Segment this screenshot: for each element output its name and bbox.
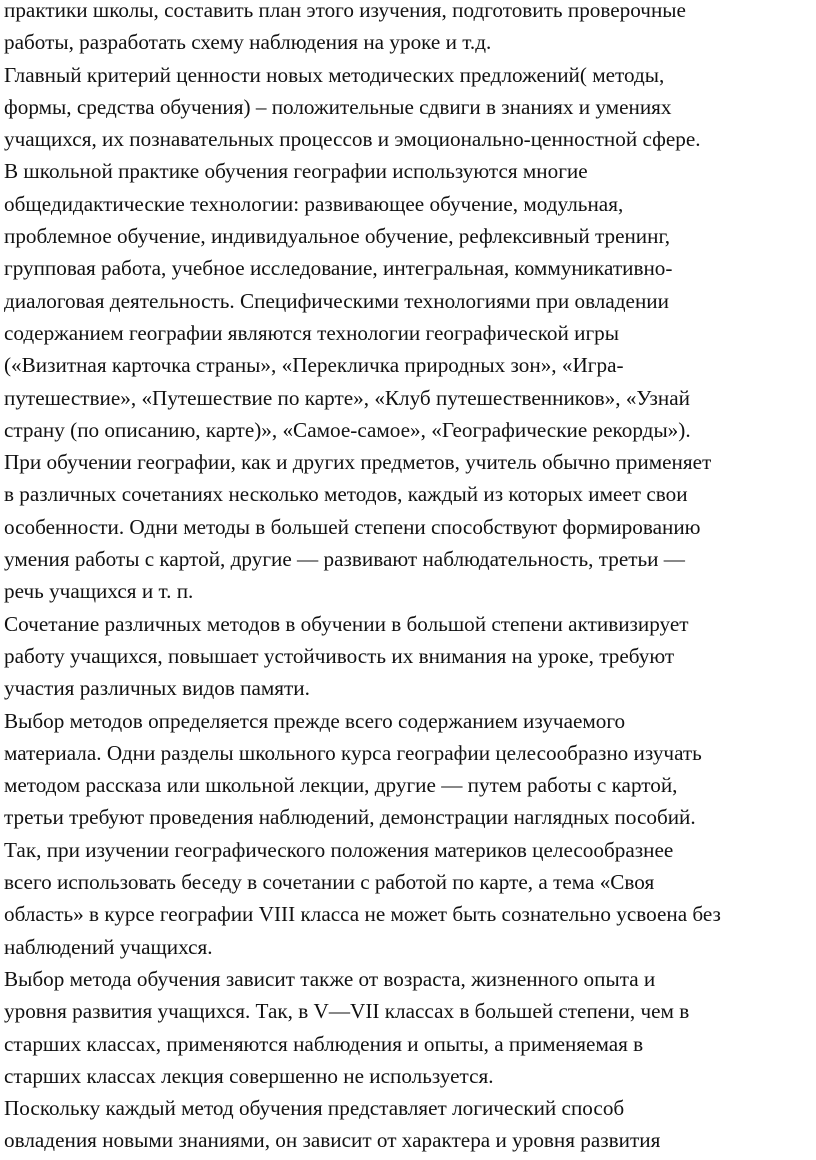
text-line: В школьной практике обучения географии используются многие (4, 159, 588, 184)
text-line: общедидактические технологии: развивающее обучение, модульная, (4, 191, 624, 216)
text-line: участия различных видов памяти. (4, 676, 310, 701)
text-line: речь учащихся и т. п. (4, 579, 194, 604)
text-line: Главный критерий ценности новых методических предложений( методы, (4, 62, 665, 87)
text-line: Сочетание различных методов в обучении в большой степени активизирует (4, 611, 689, 636)
text-line: страну (по описанию, карте)», «Самое-самое», «Географические рекорды»). (4, 417, 691, 442)
text-line: диалоговая деятельность. Специфическими технологиями при овладении (4, 288, 669, 313)
text-line: При обучении географии, как и других предметов, учитель обычно применяет (4, 450, 712, 475)
text-line: путешествие», «Путешествие по карте», «Клуб путешественников», «Узнай (4, 385, 690, 410)
text-line: проблемное обучение, индивидуальное обучение, рефлексивный тренинг, (4, 224, 671, 249)
text-line: групповая работа, учебное исследование, интегральная, коммуникативно- (4, 256, 673, 281)
text-line: («Визитная карточка страны», «Перекличка природных зон», «Игра- (4, 353, 624, 378)
text-line: особенности. Одни методы в большей степени способствуют формированию (4, 514, 701, 539)
text-line: Так, при изучении географического положения материков целесообразнее (4, 837, 674, 862)
text-line: содержанием географии являются технологии географической игры (4, 320, 620, 345)
text-line: учащихся, их познавательных процессов и эмоционально-ценностной сфере. (4, 127, 701, 152)
text-line: практики школы, составить план этого изучения, подготовить проверочные (4, 0, 686, 22)
text-line: работу учащихся, повышает устойчивость их внимания на уроке, требуют (4, 643, 675, 668)
text-line: старших классах, применяются наблюдения и опыты, а применяемая в (4, 1031, 644, 1056)
text-line: Выбор методов определяется прежде всего содержанием изучаемого (4, 708, 626, 733)
text-line: умения работы с картой, другие — развивают наблюдательность, третьи — (4, 547, 685, 572)
text-line: в различных сочетаниях несколько методов, каждый из которых имеет свои (4, 482, 688, 507)
text-line: Выбор метода обучения зависит также от возраста, жизненного опыта и (4, 966, 656, 991)
text-line: третьи требуют проведения наблюдений, демонстрации наглядных пособий. (4, 805, 696, 830)
text-line: область» в курсе географии VIII класса не может быть сознательно усвоена без (4, 902, 721, 927)
text-line: формы, средства обучения) – положительные сдвиги в знаниях и умениях (4, 94, 672, 119)
text-line: Поскольку каждый метод обучения представляет логический способ (4, 1096, 625, 1121)
text-line: овладения новыми знаниями, он зависит от характера и уровня развития (4, 1128, 661, 1153)
text-line: материала. Одни разделы школьного курса географии целесообразно изучать (4, 740, 702, 765)
text-line: старших классах лекция совершенно не используется. (4, 1063, 494, 1088)
text-line: всего использовать беседу в сочетании с работой по карте, а тема «Своя (4, 870, 655, 895)
text-line: уровня развития учащихся. Так, в V—VII классах в большей степени, чем в (4, 999, 690, 1024)
text-line: наблюдений учащихся. (4, 934, 213, 959)
text-line: работы, разработать схему наблюдения на уроке и т.д. (4, 30, 492, 55)
text-line: методом рассказа или школьной лекции, другие — путем работы с картой, (4, 773, 678, 798)
